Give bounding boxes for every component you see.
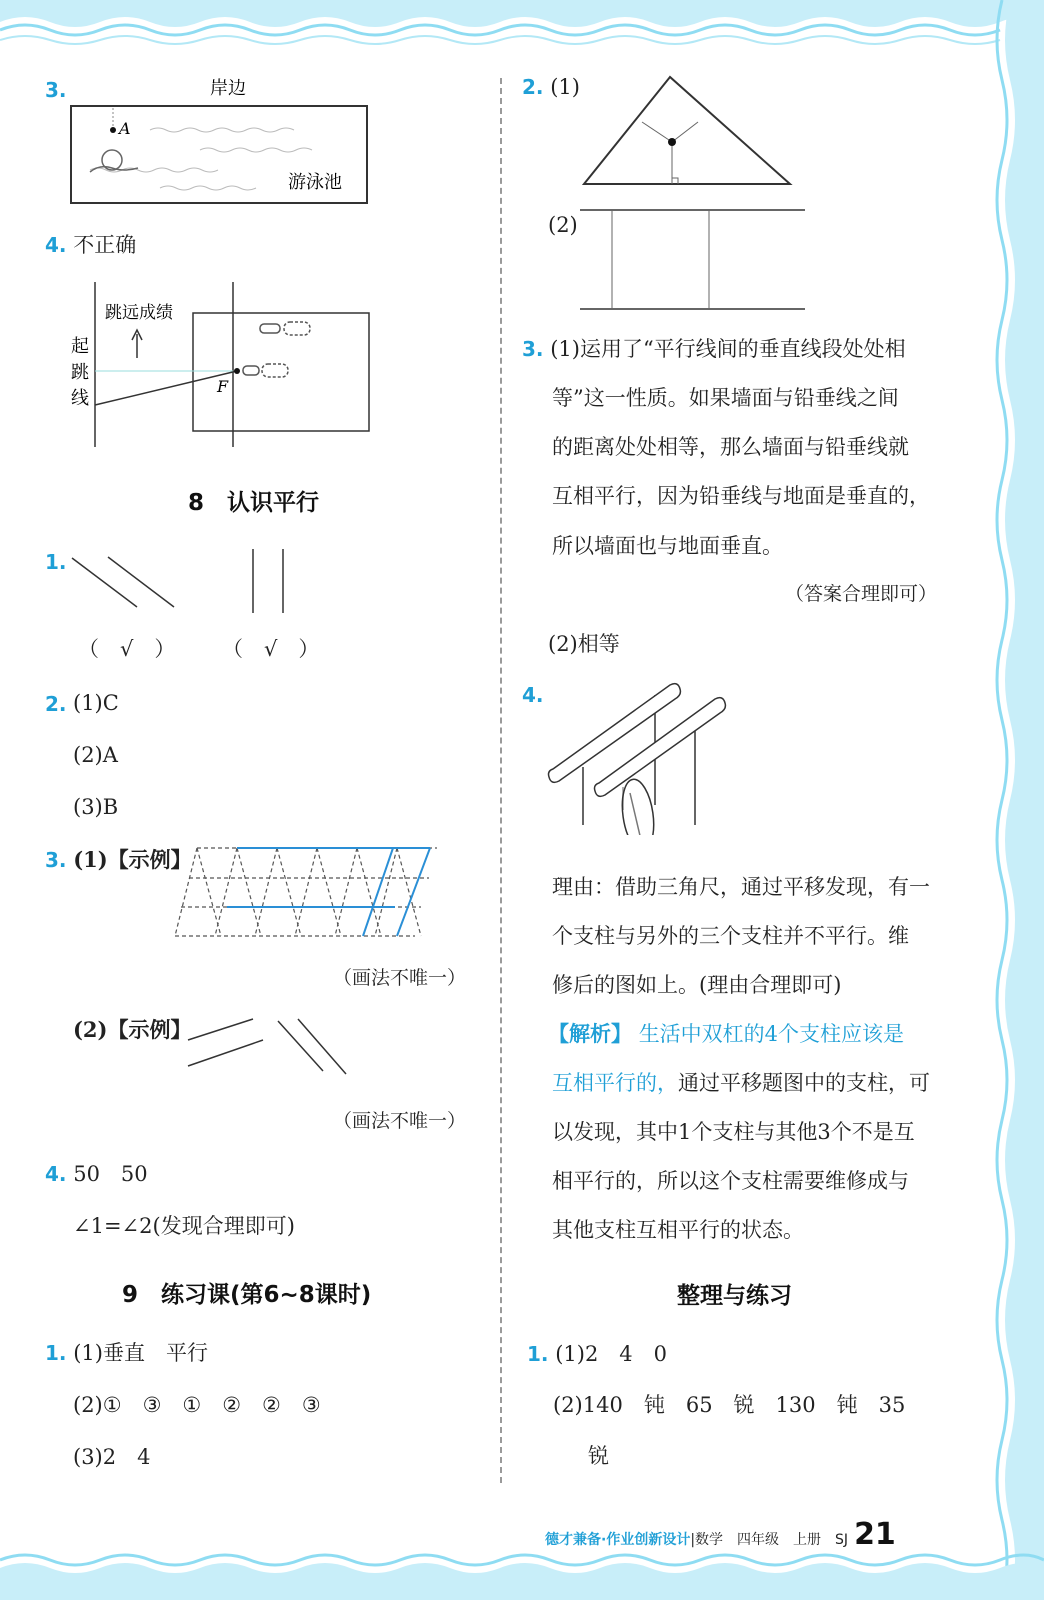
section-title: 8 认识平行: [188, 490, 320, 516]
parallel-lines-figure: [70, 545, 300, 620]
answer-line: 50 50: [73, 1162, 148, 1186]
note: （答案合理即可）: [785, 583, 938, 605]
shore-label: 岸边: [210, 78, 246, 99]
answer-line: (1)C: [73, 691, 119, 715]
top-wave-border: [0, 0, 1044, 60]
takeoff-char: 起: [71, 336, 89, 357]
reason-line: 个支柱与另外的三个支柱并不平行。维: [552, 924, 909, 948]
answer-line: ∠1=∠2(发现合理即可): [73, 1214, 295, 1238]
question-number: 1.: [45, 550, 67, 574]
takeoff-char: 线: [71, 388, 89, 409]
q3-part1: [45, 845, 192, 875]
q4-answer-line: [45, 230, 136, 260]
analysis-text: 互相平行的，: [552, 1071, 678, 1095]
column-divider: [500, 78, 502, 1483]
point-a-dot: [110, 127, 116, 133]
analysis-tag: 【解析】: [548, 1021, 632, 1046]
takeoff-char: 跳: [71, 362, 89, 383]
point-f-label: F: [217, 377, 229, 396]
answer-line: (2)① ③ ① ② ② ③: [73, 1393, 321, 1417]
long-jump-diagram: [65, 282, 385, 452]
question-number: 4.: [45, 233, 67, 257]
triangle-figure: [580, 72, 795, 192]
text-line: 所以墙面也与地面垂直。: [552, 534, 783, 558]
parallel-bars-figure: [545, 675, 735, 835]
question-number: 1.: [45, 1341, 67, 1365]
text-line: 等”这一性质。如果墙面与铅垂线之间: [552, 386, 899, 410]
text-line: 的距离处处相等，那么墙面与铅垂线就: [552, 435, 909, 459]
q4-line1: [45, 1159, 148, 1189]
analysis-line1: [548, 1019, 904, 1049]
triangle-grid-figure: [175, 843, 440, 943]
jump-result-label: 跳远成绩: [105, 303, 173, 323]
footer-brand: 德才兼备·作业创新设计: [545, 1532, 691, 1548]
parallel-rectangle-figure: [580, 205, 810, 315]
text-line: (2)相等: [548, 632, 620, 656]
question-number: 3.: [45, 848, 67, 872]
parallel-example-figure: [185, 1015, 355, 1080]
analysis-text: 相平行的，所以这个支柱需要维修成与: [552, 1169, 909, 1193]
pool-label: 游泳池: [288, 172, 342, 193]
example-label: (2)【示例】: [73, 1017, 192, 1042]
section-title: 9 练习课(第6~8课时): [122, 1282, 372, 1308]
q4-answer: 不正确: [73, 233, 137, 257]
question-number: 1.: [527, 1342, 549, 1366]
right-wave-border: [990, 0, 1044, 1600]
analysis-text: 生活中双杠的4个支柱应该是: [638, 1022, 905, 1046]
question-number: 3.: [45, 78, 67, 102]
point-dot: [668, 138, 676, 146]
footer-subject: |数学 四年级 上册 SJ: [690, 1532, 849, 1548]
analysis-text: 其他支柱互相平行的状态。: [552, 1218, 804, 1242]
part-label: (2): [548, 213, 578, 237]
point-a-label: A: [119, 119, 131, 138]
question-number: 4.: [45, 1162, 67, 1186]
text-line: (1)运用了“平行线间的垂直线段处处相: [550, 337, 906, 361]
question-number: 3.: [522, 337, 544, 361]
analysis-text: 通过平移题图中的支柱，可: [678, 1071, 930, 1095]
r-q2-part1: [522, 72, 580, 102]
answer-line: (1)垂直 平行: [73, 1341, 208, 1365]
review-q1-line1: [527, 1339, 667, 1369]
pool-diagram: [60, 70, 380, 210]
reason-line: 修后的图如上。(理由合理即可): [552, 973, 842, 997]
answer-line: 锐: [588, 1444, 609, 1468]
page-footer: [545, 1517, 896, 1552]
note: （画法不唯一）: [333, 967, 467, 989]
text-line: 互相平行，因为铅垂线与地面是垂直的，: [552, 484, 930, 508]
question-number: 2.: [522, 75, 544, 99]
part-label: (1): [550, 75, 580, 99]
answer-line: (3)B: [73, 795, 119, 819]
question-number: 2.: [45, 692, 67, 716]
footprint-icon: [243, 322, 310, 377]
note: （画法不唯一）: [333, 1110, 467, 1132]
r-q3-line1: [522, 334, 906, 364]
check-mark-answer: （ √ ）: [78, 637, 176, 661]
check-mark-answer: （ √ ）: [222, 637, 320, 661]
example-label: (1)【示例】: [73, 847, 192, 872]
answer-line: (2)A: [73, 743, 118, 767]
analysis-line2: [552, 1068, 930, 1098]
answer-line: (3)2 4: [73, 1445, 151, 1469]
section-title: 整理与练习: [677, 1283, 792, 1309]
reason-line: 理由：借助三角尺，通过平移发现，有一: [552, 875, 930, 899]
answer-line: (2)140 钝 65 锐 130 钝 35: [553, 1393, 906, 1417]
page-number: 21: [854, 1517, 896, 1552]
s9-q1-line1: [45, 1338, 208, 1368]
analysis-text: 以发现，其中1个支柱与其他3个不是互: [552, 1120, 915, 1144]
answer-line: (1)2 4 0: [555, 1342, 668, 1366]
question-number: 4.: [522, 683, 544, 707]
